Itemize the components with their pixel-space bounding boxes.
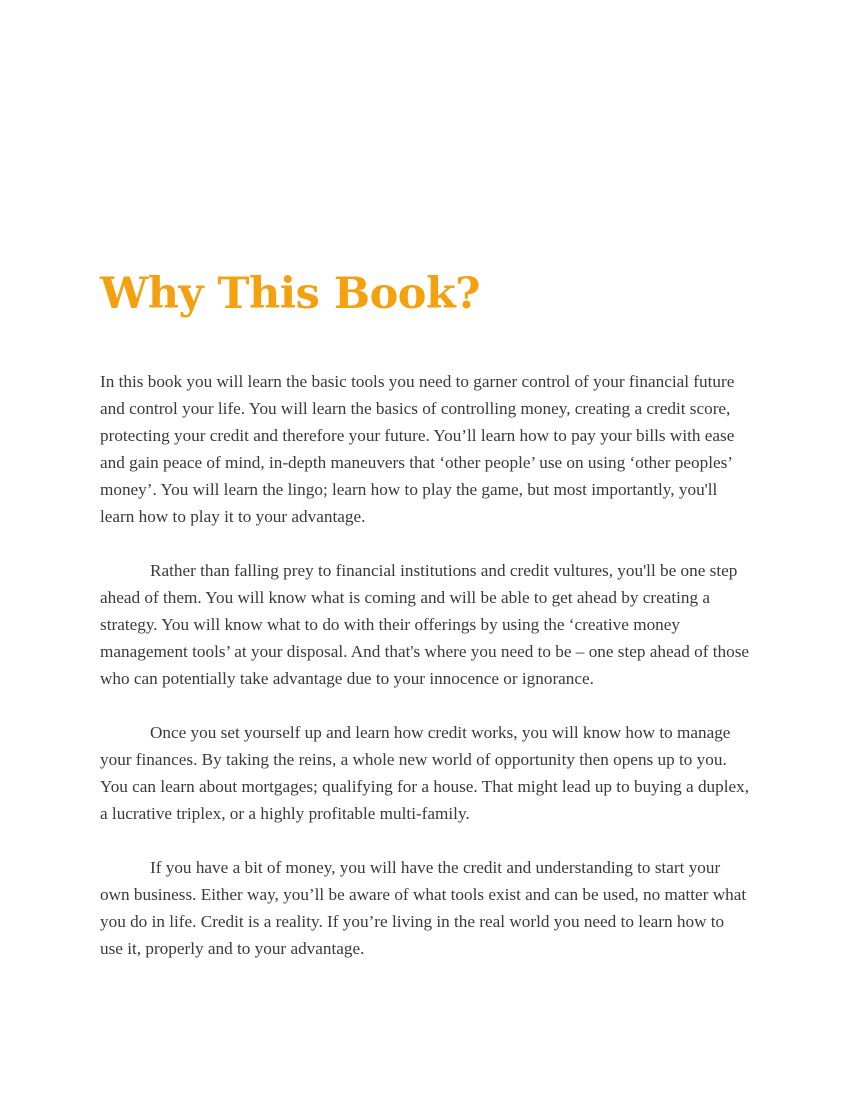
paragraph-intro: In this book you will learn the basic tools you need to garner control of your financial future and control your life. You will learn the basics of controlling money, creating a credit score, protecting your credit and therefore your future. You’ll learn how to pay your bills with ease and gain peace of mind, in-depth maneuvers that ‘other people’ use on using ‘other peoples’ money’. You will learn the lingo; learn how to play the game, but most importantly, you'll learn how to play it to your advantage. bbox=[100, 372, 735, 526]
paragraph-business: If you have a bit of money, you will have the credit and understanding to start your own business. Either way, you’ll be aware of what tools exist and can be used, no matter what you do in life. Credit is a reality. If you’re living in the real world you need to learn how to use it, properly and to your advantage. bbox=[100, 858, 747, 958]
body-text bbox=[100, 368, 750, 962]
page-title: Why This Book? bbox=[100, 269, 480, 319]
paragraph-opportunity: Once you set yourself up and learn how credit works, you will know how to manage your finances. By taking the reins, a whole new world of opportunity then opens up to you. You can learn about mortgages; qualifying for a house. That might lead up to buying a duplex, a lucrative triplex, or a highly profitable multi-family. bbox=[100, 723, 750, 823]
paragraph-strategy: Rather than falling prey to financial institutions and credit vultures, you'll be one step ahead of them. You will know what is coming and will be able to get ahead by creating a strategy. You will know what to do with their offerings by using the ‘creative money management tools’ at your disposal. And that's where you need to be – one step ahead of those who can potentially take advantage due to your innocence or ignorance. bbox=[100, 561, 750, 688]
